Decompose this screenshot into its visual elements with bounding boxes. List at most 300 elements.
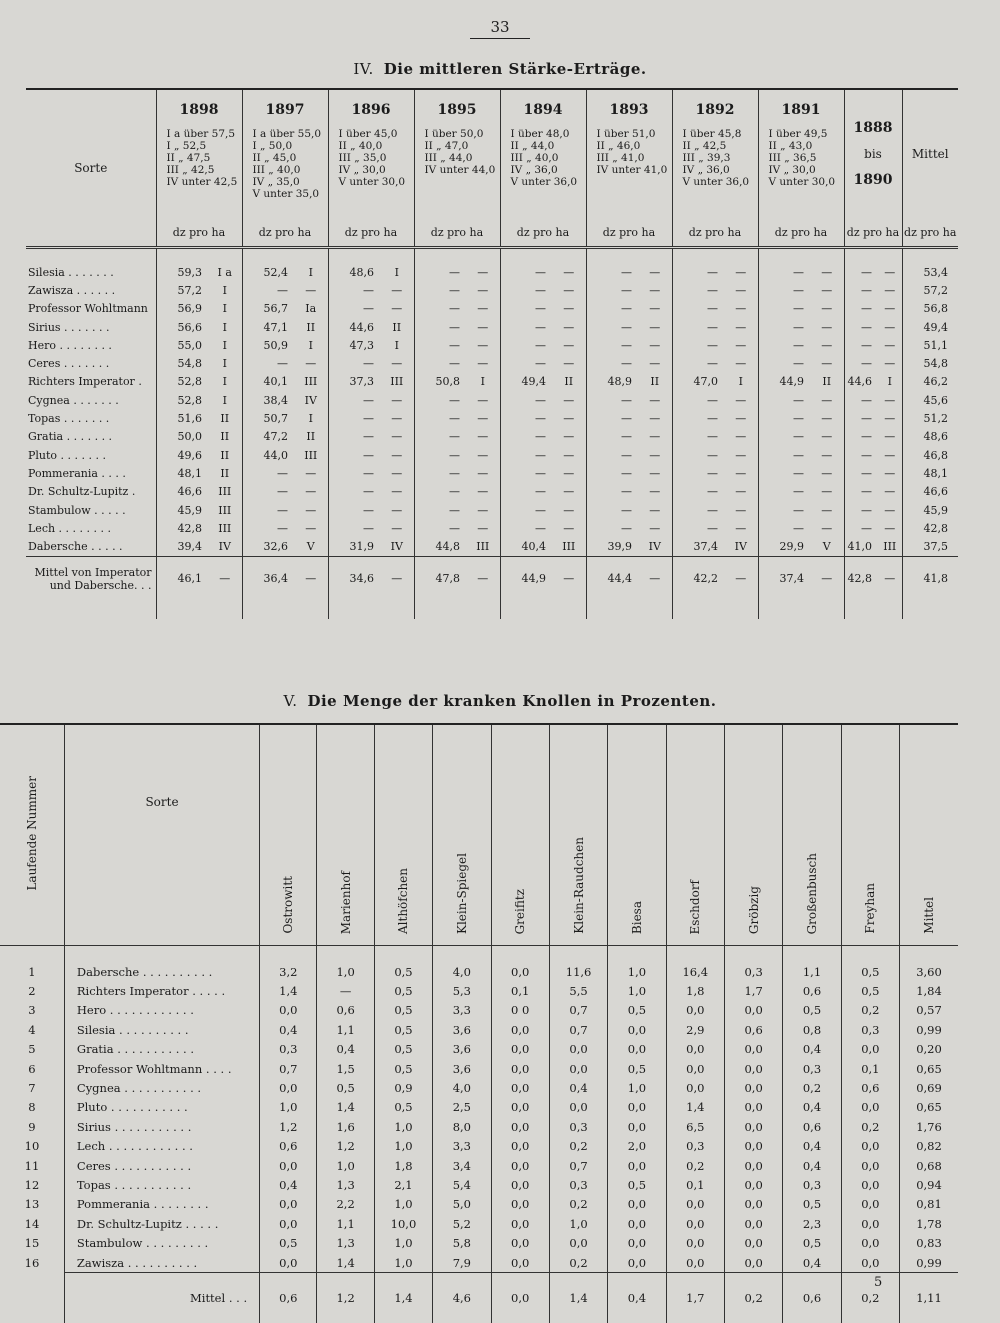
yield-class: — bbox=[884, 393, 896, 407]
yield-value: — bbox=[586, 336, 638, 354]
yield-class: II bbox=[392, 320, 402, 334]
sorte-header: Sorte bbox=[64, 724, 259, 946]
variety-name: Cygnea . . . . . . . . . . . bbox=[64, 1078, 259, 1097]
percent-value: 0,3 bbox=[666, 1137, 724, 1156]
yield-value: — bbox=[672, 318, 724, 336]
percent-value: 0,4 bbox=[783, 1098, 841, 1117]
mittel-value: 0,2 bbox=[841, 1273, 899, 1323]
threshold-cell bbox=[672, 128, 758, 218]
table-row bbox=[0, 1059, 958, 1078]
percent-value: 10,0 bbox=[374, 1214, 432, 1233]
percent-value: 0,0 bbox=[491, 1059, 549, 1078]
mittel-value: 1,4 bbox=[374, 1273, 432, 1323]
threshold-cell bbox=[328, 128, 414, 218]
yield-value: 48,1 bbox=[156, 464, 208, 482]
location-header bbox=[666, 724, 724, 946]
yield-class: I bbox=[222, 283, 227, 297]
table-row bbox=[26, 336, 958, 354]
summary-value: 44,4 bbox=[586, 556, 638, 601]
yield-class: — bbox=[563, 393, 575, 407]
yield-class: — bbox=[391, 521, 403, 535]
location-header-text: Eschdorf bbox=[688, 879, 703, 934]
yield-class: II bbox=[220, 430, 230, 444]
yield-class: — bbox=[477, 283, 489, 297]
percent-value: 0,82 bbox=[900, 1137, 958, 1156]
location-header-text: Mittel bbox=[922, 897, 937, 934]
spacer-cell bbox=[466, 601, 500, 619]
threshold-line: IV „ 30,0 bbox=[338, 164, 386, 176]
yield-class: II bbox=[220, 448, 230, 462]
yield-value: 47,2 bbox=[242, 428, 294, 446]
location-header bbox=[549, 724, 607, 946]
variety-name: Cygnea . . . . . . . bbox=[28, 393, 119, 407]
threshold-cell bbox=[586, 128, 672, 218]
variety-name: Lech . . . . . . . . . . . . bbox=[64, 1137, 259, 1156]
percent-value: 1,1 bbox=[317, 1020, 374, 1039]
yield-class: II bbox=[822, 375, 832, 389]
variety-name: Dabersche . . . . . bbox=[28, 540, 123, 554]
percent-value: 0,2 bbox=[549, 1253, 607, 1273]
yield-class: — bbox=[884, 466, 896, 480]
threshold-cell bbox=[758, 128, 844, 218]
table-row bbox=[26, 318, 958, 336]
yield-value: — bbox=[672, 501, 724, 519]
spacer-cell bbox=[810, 601, 844, 619]
percent-value: 0,0 bbox=[491, 1233, 549, 1252]
yield-class: — bbox=[563, 430, 575, 444]
table-row bbox=[0, 1040, 958, 1059]
percent-value: 0,0 bbox=[260, 1156, 317, 1175]
yield-class: — bbox=[305, 485, 317, 499]
yield-value: — bbox=[586, 391, 638, 409]
percent-value: 0,0 bbox=[666, 1040, 724, 1059]
yield-value: — bbox=[758, 464, 810, 482]
yield-class: V bbox=[822, 540, 831, 554]
percent-value: 0,5 bbox=[374, 1040, 432, 1059]
yield-value: 44,0 bbox=[242, 446, 294, 464]
yield-class: — bbox=[563, 283, 575, 297]
percent-value: 1,0 bbox=[374, 1233, 432, 1252]
threshold-line: II „ 47,5 bbox=[166, 152, 211, 164]
yield-value: — bbox=[844, 248, 878, 282]
percent-value: 0,0 bbox=[666, 1195, 724, 1214]
yield-value: 52,8 bbox=[156, 391, 208, 409]
yield-class: III bbox=[476, 540, 490, 554]
percent-value: 0,0 bbox=[724, 1233, 782, 1252]
threshold-line: I über 49,5 bbox=[768, 128, 828, 140]
variety-name: Sirius . . . . . . . bbox=[28, 320, 110, 334]
yield-value: — bbox=[758, 428, 810, 446]
yield-class: — bbox=[735, 430, 747, 444]
yield-class: — bbox=[735, 466, 747, 480]
yield-class: — bbox=[821, 521, 833, 535]
percent-value: 8,0 bbox=[433, 1117, 491, 1136]
yield-class: — bbox=[391, 283, 403, 297]
percent-value: 0,0 bbox=[608, 1020, 666, 1039]
percent-value: 0,0 bbox=[491, 1078, 549, 1097]
yield-class: — bbox=[649, 430, 661, 444]
percent-value: 0,5 bbox=[374, 1098, 432, 1117]
mittel-value: 46,2 bbox=[902, 373, 958, 391]
yield-value: — bbox=[586, 483, 638, 501]
unit-header: dz pro ha bbox=[586, 218, 672, 248]
yield-class: IV bbox=[218, 540, 231, 554]
percent-value: 0,0 bbox=[608, 1117, 666, 1136]
percent-value: 2,3 bbox=[783, 1214, 841, 1233]
yield-class: III bbox=[883, 540, 897, 554]
table-row bbox=[0, 1195, 958, 1214]
page-number: 33 bbox=[470, 18, 530, 39]
yield-class: — bbox=[305, 283, 317, 297]
variety-name: Lech . . . . . . . . bbox=[28, 521, 112, 535]
threshold-line: IV „ 36,0 bbox=[510, 164, 558, 176]
yield-value: — bbox=[586, 248, 638, 282]
yield-value: — bbox=[242, 281, 294, 299]
variety-name: Stambulow . . . . . . . . . bbox=[64, 1233, 259, 1252]
yield-value: — bbox=[500, 318, 552, 336]
yield-class: III bbox=[562, 540, 576, 554]
yield-value: — bbox=[414, 483, 466, 501]
yield-class: III bbox=[218, 521, 232, 535]
threshold-line: V unter 30,0 bbox=[338, 176, 406, 188]
yield-value: — bbox=[758, 354, 810, 372]
percent-value: 0,4 bbox=[783, 1156, 841, 1175]
percent-value: 1,2 bbox=[317, 1137, 374, 1156]
variety-name: Richters Imperator . . . . . bbox=[64, 981, 259, 1000]
percent-value: 0,7 bbox=[260, 1059, 317, 1078]
percent-value: 0,0 bbox=[841, 1253, 899, 1273]
variety-name: Pommerania . . . . bbox=[28, 466, 126, 480]
yield-class: — bbox=[884, 357, 896, 371]
yield-class: — bbox=[391, 302, 403, 316]
yield-class: — bbox=[649, 283, 661, 297]
summary-label bbox=[26, 556, 156, 601]
yield-class: — bbox=[884, 265, 896, 279]
summary-label-line: und Dabersche. . . bbox=[49, 578, 152, 592]
yield-value: 52,4 bbox=[242, 248, 294, 282]
threshold-line: III „ 41,0 bbox=[596, 152, 645, 164]
yield-value: — bbox=[758, 501, 810, 519]
percent-value: 0,0 bbox=[666, 1001, 724, 1020]
summary-label-line: Mittel von Imperator bbox=[34, 565, 152, 579]
threshold-line: II „ 47,0 bbox=[424, 140, 469, 152]
yield-class: — bbox=[563, 338, 575, 352]
yield-class: — bbox=[821, 320, 833, 334]
yield-value: — bbox=[500, 336, 552, 354]
yield-value: — bbox=[586, 318, 638, 336]
mittel-value: 53,4 bbox=[902, 248, 958, 282]
yield-class: — bbox=[477, 503, 489, 517]
mittel-value: 0,6 bbox=[260, 1273, 317, 1323]
location-header bbox=[317, 724, 374, 946]
yield-class: — bbox=[391, 393, 403, 407]
yield-value: — bbox=[844, 446, 878, 464]
summary-class: — bbox=[208, 556, 242, 601]
mittel-value: 57,2 bbox=[902, 281, 958, 299]
percent-value: 5,3 bbox=[433, 981, 491, 1000]
threshold-line: III „ 42,5 bbox=[166, 164, 215, 176]
spacer-cell bbox=[638, 601, 672, 619]
yield-value: 47,3 bbox=[328, 336, 380, 354]
spacer-cell bbox=[26, 601, 156, 619]
summary-value: 47,8 bbox=[414, 556, 466, 601]
yield-value: — bbox=[586, 464, 638, 482]
yield-class: I bbox=[222, 357, 227, 371]
threshold-line: V unter 35,0 bbox=[252, 188, 320, 200]
year-range-part: 1888 bbox=[853, 120, 893, 136]
mittel-value: 0,4 bbox=[608, 1273, 666, 1323]
yield-value: — bbox=[500, 354, 552, 372]
yield-value: — bbox=[586, 409, 638, 427]
yield-value: — bbox=[844, 428, 878, 446]
percent-value: 0,0 bbox=[666, 1253, 724, 1273]
percent-value: 0,4 bbox=[783, 1040, 841, 1059]
variety-name: Pommerania . . . . . . . . bbox=[64, 1195, 259, 1214]
yield-class: — bbox=[649, 393, 661, 407]
yield-value: — bbox=[586, 281, 638, 299]
summary-class: — bbox=[878, 556, 902, 601]
percent-value: 0,5 bbox=[608, 1001, 666, 1020]
table-row bbox=[0, 1214, 958, 1233]
location-header bbox=[491, 724, 549, 946]
yield-class: — bbox=[477, 521, 489, 535]
yield-value: — bbox=[844, 354, 878, 372]
yield-class: — bbox=[649, 412, 661, 426]
threshold-line: IV „ 30,0 bbox=[768, 164, 816, 176]
variety-name: Gratia . . . . . . . bbox=[28, 430, 113, 444]
percent-value: 0,99 bbox=[900, 1253, 958, 1273]
yield-value: — bbox=[672, 464, 724, 482]
percent-value: 0,68 bbox=[900, 1156, 958, 1175]
percent-value: 1,0 bbox=[549, 1214, 607, 1233]
percent-value: 0,5 bbox=[841, 946, 899, 982]
percent-value: 1,3 bbox=[317, 1233, 374, 1252]
percent-value: 0,0 bbox=[841, 1098, 899, 1117]
percent-value: 1,6 bbox=[317, 1117, 374, 1136]
percent-value: 0,1 bbox=[841, 1059, 899, 1078]
yield-class: — bbox=[735, 485, 747, 499]
table-row bbox=[26, 248, 958, 282]
location-header bbox=[608, 724, 666, 946]
percent-value: 0,4 bbox=[549, 1078, 607, 1097]
yield-class: IV bbox=[304, 393, 317, 407]
threshold-line: II „ 42,5 bbox=[682, 140, 727, 152]
percent-value: 0,0 bbox=[491, 1195, 549, 1214]
yield-class: — bbox=[477, 357, 489, 371]
variety-name: Dabersche . . . . . . . . . . bbox=[64, 946, 259, 982]
percent-value: 1,5 bbox=[317, 1059, 374, 1078]
yield-class: — bbox=[884, 338, 896, 352]
variety-name: Pluto . . . . . . . bbox=[28, 448, 106, 462]
nr-header bbox=[0, 724, 64, 946]
percent-value: 1,4 bbox=[260, 981, 317, 1000]
table-row bbox=[26, 446, 958, 464]
yield-value: — bbox=[242, 483, 294, 501]
mittel-value: 0,6 bbox=[783, 1273, 841, 1323]
table-row bbox=[0, 946, 958, 982]
yield-class: — bbox=[884, 320, 896, 334]
yield-value: — bbox=[672, 248, 724, 282]
yield-class: — bbox=[305, 357, 317, 371]
variety-name: Richters Imperator . bbox=[28, 375, 142, 389]
percent-value: 2,0 bbox=[608, 1137, 666, 1156]
row-number: 10 bbox=[24, 1139, 40, 1154]
threshold-line: I „ 52,5 bbox=[166, 140, 207, 152]
summary-class: — bbox=[810, 556, 844, 601]
row-number: 3 bbox=[28, 1003, 36, 1018]
yield-value: 59,3 bbox=[156, 248, 208, 282]
year-header: 1894 bbox=[500, 89, 586, 128]
yield-class: — bbox=[563, 412, 575, 426]
yield-value: — bbox=[414, 248, 466, 282]
variety-name: Ceres . . . . . . . bbox=[28, 357, 110, 371]
yield-class: II bbox=[564, 375, 574, 389]
yield-class: — bbox=[563, 448, 575, 462]
yield-value: — bbox=[586, 519, 638, 537]
yield-value: — bbox=[758, 519, 810, 537]
mittel-label: Mittel . . . bbox=[64, 1273, 259, 1323]
yield-value: — bbox=[758, 446, 810, 464]
yield-class: — bbox=[884, 485, 896, 499]
threshold-line: III „ 36,5 bbox=[768, 152, 817, 164]
percent-value: 0,0 bbox=[724, 1078, 782, 1097]
yield-value: — bbox=[758, 336, 810, 354]
yield-class: — bbox=[477, 265, 489, 279]
percent-value: 3,3 bbox=[433, 1001, 491, 1020]
percent-value: 0,7 bbox=[549, 1156, 607, 1175]
yield-class: — bbox=[391, 357, 403, 371]
yield-value: — bbox=[672, 336, 724, 354]
mittel-value: 54,8 bbox=[902, 354, 958, 372]
percent-value: 0,0 bbox=[841, 1040, 899, 1059]
yield-class: — bbox=[821, 485, 833, 499]
yield-value: — bbox=[844, 519, 878, 537]
percent-value: 6,5 bbox=[666, 1117, 724, 1136]
yield-class: — bbox=[391, 485, 403, 499]
variety-name: Topas . . . . . . . . . . . bbox=[64, 1175, 259, 1194]
yield-value: 56,9 bbox=[156, 300, 208, 318]
spacer-cell bbox=[500, 601, 552, 619]
yield-value: 40,1 bbox=[242, 373, 294, 391]
percent-value: 1,0 bbox=[317, 1156, 374, 1175]
yield-value: — bbox=[500, 281, 552, 299]
summary-class: — bbox=[380, 556, 414, 601]
spacer-cell bbox=[758, 601, 810, 619]
threshold-line: IV unter 44,0 bbox=[424, 164, 496, 176]
mittel-value: 45,9 bbox=[902, 501, 958, 519]
yield-value: — bbox=[414, 501, 466, 519]
yield-class: Ia bbox=[305, 302, 317, 316]
yield-class: — bbox=[477, 393, 489, 407]
yield-class: — bbox=[821, 338, 833, 352]
mittel-value: 1,2 bbox=[317, 1273, 374, 1323]
spacer-cell bbox=[586, 601, 638, 619]
footer-number: 5 bbox=[874, 1275, 883, 1290]
percent-value: 5,8 bbox=[433, 1233, 491, 1252]
year-range-part: 1890 bbox=[853, 172, 893, 188]
yield-value: 44,6 bbox=[844, 373, 878, 391]
header-row bbox=[0, 724, 958, 946]
yield-value: — bbox=[844, 300, 878, 318]
yield-value: — bbox=[758, 391, 810, 409]
row-number: 15 bbox=[24, 1236, 40, 1251]
percent-value: 1,76 bbox=[900, 1117, 958, 1136]
spacer-cell bbox=[242, 601, 294, 619]
table-row bbox=[26, 519, 958, 537]
summary-class: — bbox=[724, 556, 758, 601]
percent-value: 0,0 bbox=[491, 946, 549, 982]
percent-value: 0,0 bbox=[549, 1098, 607, 1117]
year-range-part: bis bbox=[864, 147, 882, 161]
yield-value: 51,6 bbox=[156, 409, 208, 427]
yield-class: — bbox=[884, 448, 896, 462]
percent-value: 1,0 bbox=[608, 1078, 666, 1097]
threshold-cell bbox=[242, 128, 328, 218]
unit-header: dz pro ha bbox=[500, 218, 586, 248]
yield-value: — bbox=[500, 428, 552, 446]
yield-class: II bbox=[306, 320, 316, 334]
yield-class: — bbox=[821, 466, 833, 480]
percent-value: 0,4 bbox=[783, 1137, 841, 1156]
yield-class: I bbox=[887, 375, 892, 389]
percent-value: 0,6 bbox=[783, 1117, 841, 1136]
table-row bbox=[26, 409, 958, 427]
yield-value: — bbox=[500, 248, 552, 282]
yield-class: — bbox=[884, 412, 896, 426]
percent-value: 7,9 bbox=[433, 1253, 491, 1273]
yield-value: — bbox=[414, 336, 466, 354]
percent-value: 0,0 bbox=[491, 1137, 549, 1156]
year-header-1888-1890 bbox=[844, 89, 902, 218]
yield-class: III bbox=[218, 503, 232, 517]
yield-value: 56,6 bbox=[156, 318, 208, 336]
yield-class: — bbox=[563, 302, 575, 316]
yield-class: IV bbox=[390, 540, 403, 554]
threshold-line: II „ 40,0 bbox=[338, 140, 383, 152]
percent-value: 0,0 bbox=[841, 1156, 899, 1175]
percent-value: 0,0 bbox=[608, 1233, 666, 1252]
yield-value: — bbox=[500, 464, 552, 482]
summary-mittel: 41,8 bbox=[902, 556, 958, 601]
spacer-cell bbox=[328, 601, 380, 619]
mittel-value: 56,8 bbox=[902, 300, 958, 318]
percent-value: 0,0 bbox=[666, 1214, 724, 1233]
percent-value: 0,0 bbox=[491, 1020, 549, 1039]
section-v-heading: Die Menge der kranken Knollen in Prozenten. bbox=[307, 692, 717, 710]
yield-class: — bbox=[305, 521, 317, 535]
table-row bbox=[0, 1001, 958, 1020]
percent-value: 0,83 bbox=[900, 1233, 958, 1252]
threshold-line: II „ 44,0 bbox=[510, 140, 555, 152]
table-row bbox=[26, 483, 958, 501]
summary-class: — bbox=[638, 556, 672, 601]
percent-value: 0,0 bbox=[724, 1098, 782, 1117]
percent-value: 0,0 bbox=[549, 1040, 607, 1059]
yield-value: — bbox=[328, 501, 380, 519]
table-row bbox=[0, 1156, 958, 1175]
yield-class: — bbox=[821, 448, 833, 462]
yield-value: — bbox=[328, 519, 380, 537]
percent-value: 0,3 bbox=[549, 1117, 607, 1136]
percent-value: 0,3 bbox=[841, 1020, 899, 1039]
mittel-header: Mittel bbox=[902, 89, 958, 218]
spacer-cell bbox=[672, 601, 724, 619]
yield-value: — bbox=[414, 281, 466, 299]
table-row bbox=[26, 428, 958, 446]
spacer-row bbox=[26, 601, 958, 619]
percent-value: 0,7 bbox=[549, 1020, 607, 1039]
summary-value: 36,4 bbox=[242, 556, 294, 601]
